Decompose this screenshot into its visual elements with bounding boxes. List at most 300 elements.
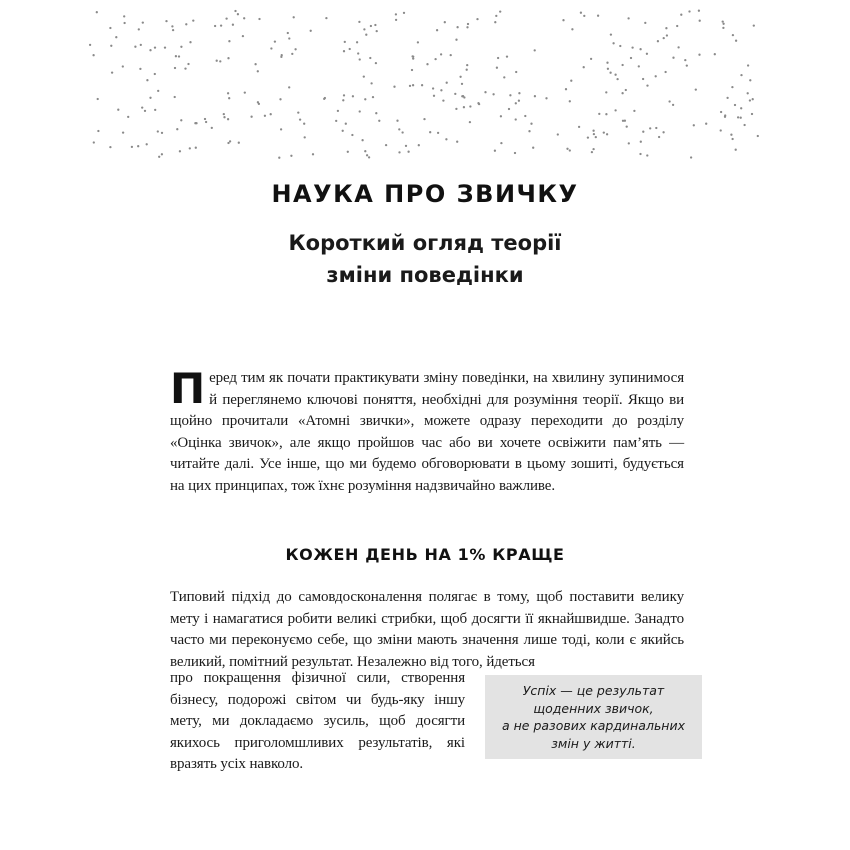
decorative-dot [134, 46, 136, 48]
decorative-dot [171, 25, 173, 27]
decorative-dot [189, 41, 191, 43]
decorative-dot [264, 115, 266, 117]
decorative-dot [89, 44, 91, 46]
decorative-dot [93, 141, 95, 143]
decorative-dot [515, 118, 517, 120]
decorative-dot [349, 48, 351, 50]
decorative-dot [405, 145, 407, 147]
section-heading: КОЖЕН ДЕНЬ НА 1% КРАЩЕ [285, 545, 565, 564]
decorative-dot [287, 32, 289, 34]
decorative-dot [365, 34, 367, 36]
decorative-dot [508, 108, 510, 110]
decorative-dot [278, 157, 280, 159]
decorative-dot [141, 106, 143, 108]
decorative-dot [735, 149, 737, 151]
decorative-dot [279, 98, 281, 100]
decorative-dot [590, 58, 592, 60]
decorative-dot [740, 74, 742, 76]
decorative-dot [223, 113, 225, 115]
decorative-dot [592, 130, 594, 132]
decorative-dot [456, 26, 458, 28]
decorative-dot [351, 134, 353, 136]
decorative-dot [280, 128, 282, 130]
decorative-dot [294, 48, 296, 50]
decorative-dot [655, 127, 657, 129]
decorative-dot [714, 53, 716, 55]
decorative-dot [157, 90, 159, 92]
decorative-dot [446, 82, 448, 84]
decorative-dot [363, 75, 365, 77]
decorative-dot [749, 79, 751, 81]
decorative-dot [658, 136, 660, 138]
decorative-dot [164, 46, 166, 48]
decorative-dot [466, 69, 468, 71]
decorative-dot [429, 131, 431, 133]
decorative-dot [434, 58, 436, 60]
decorative-dot [595, 136, 597, 138]
decorative-dot [698, 54, 700, 56]
decorative-dot [344, 41, 346, 43]
decorative-dot [189, 147, 191, 149]
decorative-dot [180, 119, 182, 121]
decorative-dot [726, 97, 728, 99]
decorative-dot [303, 123, 305, 125]
decorative-dot [532, 147, 534, 149]
decorative-dot [484, 91, 486, 93]
decorative-dot [500, 142, 502, 144]
decorative-dot [454, 93, 456, 95]
decorative-dot [127, 116, 129, 118]
decorative-dot [258, 18, 260, 20]
decorative-dot [403, 12, 405, 14]
decorative-dot [161, 132, 163, 134]
decorative-dot [214, 25, 216, 27]
decorative-dot [731, 86, 733, 88]
decorative-dot [364, 150, 366, 152]
decorative-dot [242, 35, 244, 37]
decorative-dot [227, 92, 229, 94]
decorative-dot [421, 84, 423, 86]
decorative-dot [494, 150, 496, 152]
decorative-dot [720, 129, 722, 131]
decorative-dot [747, 64, 749, 66]
decorative-dot [509, 94, 511, 96]
decorative-dot [534, 49, 536, 51]
decorative-dot [412, 55, 414, 57]
decorative-dot [627, 17, 629, 19]
decorative-dot [304, 136, 306, 138]
decorative-dot [603, 131, 605, 133]
decorative-dot [565, 88, 567, 90]
decorative-dot [442, 99, 444, 101]
decorative-dot [571, 28, 573, 30]
decorative-dot [175, 55, 177, 57]
decorative-dot [752, 98, 754, 100]
decorative-dot [614, 74, 616, 76]
pull-quote-box [485, 675, 702, 759]
decorative-dot [343, 50, 345, 52]
decorative-dot [356, 41, 358, 43]
decorative-dot [619, 45, 621, 47]
decorative-dot [514, 152, 516, 154]
decorative-dot [469, 105, 471, 107]
decorative-dot [433, 95, 435, 97]
decorative-dot [92, 54, 94, 56]
decorative-dot [496, 67, 498, 69]
decorative-dot [187, 63, 189, 65]
decorative-dot [610, 33, 612, 35]
decorative-dot [244, 91, 246, 93]
decorative-dot [686, 64, 688, 66]
decorative-dot [503, 76, 505, 78]
decorative-dot [466, 26, 468, 28]
decorative-dot [409, 85, 411, 87]
decorative-dot [722, 23, 724, 25]
decorative-dot [139, 68, 141, 70]
decorative-dot [359, 58, 361, 60]
decorative-dot [195, 147, 197, 149]
decorative-dot [646, 53, 648, 55]
decorative-dot [492, 93, 494, 95]
decorative-dot [140, 44, 142, 46]
decorative-dot [154, 73, 156, 75]
decorative-dot [649, 127, 651, 129]
decorative-dot [109, 27, 111, 29]
decorative-dot [622, 120, 624, 122]
decorative-dot [342, 130, 344, 132]
decorative-dot [462, 95, 464, 97]
decorative-dot [270, 113, 272, 115]
decorative-dot [440, 53, 442, 55]
decorative-dot [412, 84, 414, 86]
decorative-dot [176, 128, 178, 130]
decorative-dot [663, 37, 665, 39]
decorative-dot [110, 45, 112, 47]
pull-quote-line-2: щоденних звичок, [533, 700, 654, 716]
decorative-dot [97, 130, 99, 132]
decorative-dot [605, 113, 607, 115]
decorative-dot [466, 64, 468, 66]
decorative-dot [757, 135, 759, 137]
decorative-dot [730, 134, 732, 136]
decorative-dot [220, 24, 222, 26]
decorative-dot [583, 66, 585, 68]
decorative-dot [374, 24, 376, 26]
decorative-dot [518, 92, 520, 94]
decorative-dot [461, 83, 463, 85]
decorative-dot [161, 153, 163, 155]
decorative-dot [149, 97, 151, 99]
decorative-dot [426, 63, 428, 65]
decorative-dot [343, 94, 345, 96]
decorative-dot [323, 98, 325, 100]
decorative-dot [630, 57, 632, 59]
decorative-dot [597, 15, 599, 17]
decorative-dot [335, 120, 337, 122]
decorative-dot [115, 36, 117, 38]
decorative-dot [722, 27, 724, 29]
decorative-dot [290, 155, 292, 157]
decorative-dot [412, 57, 414, 59]
section-paragraph-1: Типовий підхід до самовдосконалення полягає в тому, щоб поставити велику мету і намагатися робити великі стрибки, щоб досягти її якнайшвидше. Занадто часто ми переконуємо себе, що зміни мають значення лише тоді, коли є якийсь великий, помітний результат. Незалежно від того, йдеться [170, 589, 684, 670]
decorative-dot [749, 99, 751, 101]
decorative-dot [237, 13, 239, 15]
decorative-dot [144, 110, 146, 112]
decorative-dot [257, 101, 259, 103]
decorative-dot [698, 10, 700, 12]
decorative-dot [257, 70, 259, 72]
decorative-dot [518, 100, 520, 102]
decorative-dot [690, 156, 692, 158]
decorative-dot [591, 151, 593, 153]
decorative-dot [557, 133, 559, 135]
decorative-dot [657, 40, 659, 42]
decorative-dot [444, 21, 446, 23]
decorative-dot [593, 133, 595, 135]
decorative-dot [737, 116, 739, 118]
decorative-dot [396, 120, 398, 122]
decorative-dot [655, 75, 657, 77]
decorative-dot [616, 78, 618, 80]
decorative-dot [459, 76, 461, 78]
decorative-dot [734, 104, 736, 106]
decorative-dot [243, 17, 245, 19]
decorative-dot [639, 48, 641, 50]
decorative-dot [731, 138, 733, 140]
decorative-dot [625, 89, 627, 91]
decorative-dot [423, 118, 425, 120]
decorative-dot [158, 156, 160, 158]
decorative-dot [364, 98, 366, 100]
decorative-dot [751, 113, 753, 115]
decorative-dot [401, 131, 403, 133]
decorative-dot [432, 87, 434, 89]
decorative-dot [735, 40, 737, 42]
decorative-dot [204, 118, 206, 120]
decorative-dot [437, 132, 439, 134]
decorative-dot-pattern [0, 0, 850, 170]
decorative-dot [357, 52, 359, 54]
decorative-dot [463, 106, 465, 108]
decorative-dot [154, 46, 156, 48]
decorative-dot [337, 110, 339, 112]
decorative-dot [154, 109, 156, 111]
decorative-dot [672, 104, 674, 106]
decorative-dot [646, 154, 648, 156]
decorative-dot [621, 64, 623, 66]
decorative-dot [494, 21, 496, 23]
decorative-dot [695, 88, 697, 90]
decorative-dot [149, 49, 151, 51]
decorative-dot [418, 144, 420, 146]
decorative-dot [184, 67, 186, 69]
decorative-dot [732, 34, 734, 36]
decorative-dot [180, 46, 182, 48]
decorative-dot [250, 116, 252, 118]
decorative-dot [232, 24, 234, 26]
decorative-dot [562, 19, 564, 21]
decorative-dot [455, 39, 457, 41]
decorative-dot [440, 89, 442, 91]
decorative-dot [123, 15, 125, 17]
decorative-dot [376, 30, 378, 32]
decorative-dot [111, 71, 113, 73]
decorative-dot [122, 131, 124, 133]
decorative-dot [325, 17, 327, 19]
decorative-dot [274, 40, 276, 42]
decorative-dot [310, 30, 312, 32]
decorative-dot [229, 140, 231, 142]
decorative-dot [570, 80, 572, 82]
decorative-dot [293, 16, 295, 18]
decorative-dot [228, 40, 230, 42]
decorative-dot [211, 127, 213, 129]
decorative-dot [205, 121, 207, 123]
decorative-dot [705, 123, 707, 125]
decorative-dot [96, 11, 98, 13]
decorative-dot [172, 29, 174, 31]
decorative-dot [534, 95, 536, 97]
decorative-dot [146, 79, 148, 81]
decorative-dot [606, 133, 608, 135]
intro-paragraph [170, 364, 684, 497]
decorative-dot [378, 120, 380, 122]
decorative-dot [680, 14, 682, 16]
decorative-dot [131, 146, 133, 148]
decorative-dot [668, 100, 670, 102]
decorative-dot [662, 131, 664, 133]
decorative-dot [684, 59, 686, 61]
intro-text: еред тим як почати практикувати зміну поведінки, на хвилину зупинимося й переглянемо ключові поняття, необхідні для розуміння теорії. Якщо ви щойно прочитали «Атомні звички», можете одразу переходити до розділу «Оцінка звичок», але якщо пройшов час або ви хочете освіжити пам’ять — читайте далі. Усе інше, що ми будемо обговорювати в цьому зошиті, будується на цих принципах, тож їхнє розуміння надзвичайно важливе. [170, 370, 684, 494]
decorative-dot [506, 55, 508, 57]
decorative-dot [137, 145, 139, 147]
decorative-dot [609, 72, 611, 74]
decorative-dot [179, 150, 181, 152]
decorative-dot [607, 68, 609, 70]
decorative-dot [216, 60, 218, 62]
decorative-dot [530, 123, 532, 125]
decorative-dot [724, 116, 726, 118]
section-paragraph-2: про покращення фізичної сили, створення бізнесу, подорожі світом чи будь-яку іншу мету, ми докладаємо зусиль, щоб досягти якихось приголомшливих результатів, які вразять усіх навколо. [170, 670, 465, 772]
decorative-dot [369, 57, 371, 59]
decorative-dot [469, 121, 471, 123]
decorative-dot [165, 20, 167, 22]
decorative-dot [646, 84, 648, 86]
decorative-dot [352, 95, 354, 97]
decorative-dot [515, 102, 517, 104]
decorative-dot [450, 54, 452, 56]
decorative-dot [225, 17, 227, 19]
decorative-dot [219, 60, 221, 62]
chapter-subtitle [0, 227, 850, 291]
decorative-dot [500, 115, 502, 117]
decorative-dot [297, 111, 299, 113]
decorative-dot [456, 141, 458, 143]
decorative-dot [299, 118, 301, 120]
decorative-dot [583, 15, 585, 17]
decorative-dot [227, 118, 229, 120]
decorative-dot [185, 23, 187, 25]
decorative-dot [359, 110, 361, 112]
decorative-dot [375, 112, 377, 114]
pull-quote-line-1: Успіх — це результат [522, 683, 665, 698]
decorative-dot [665, 27, 667, 29]
decorative-dot [195, 122, 197, 124]
decorative-dot [417, 41, 419, 43]
decorative-dot [545, 97, 547, 99]
decorative-dot [633, 110, 635, 112]
decorative-dot [666, 34, 668, 36]
decorative-dot [639, 153, 641, 155]
decorative-dot [612, 42, 614, 44]
decorative-dot [312, 153, 314, 155]
decorative-dot [478, 103, 480, 105]
decorative-dot [631, 46, 633, 48]
chapter-title: НАУКА ПРО ЗВИЧКУ [271, 180, 579, 208]
decorative-dot [122, 65, 124, 67]
decorative-dot [688, 10, 690, 12]
decorative-dot [445, 138, 447, 140]
decorative-dot [398, 151, 400, 153]
decorative-dot [123, 22, 125, 24]
decorative-dot [234, 10, 236, 12]
decorative-dot [476, 18, 478, 20]
subtitle-line-2: зміни поведінки [326, 263, 524, 287]
decorative-dot [677, 46, 679, 48]
decorative-dot [598, 113, 600, 115]
decorative-dot [395, 13, 397, 15]
decorative-dot [722, 20, 724, 22]
decorative-dot [569, 100, 571, 102]
decorative-dot [528, 130, 530, 132]
decorative-dot [606, 62, 608, 64]
decorative-dot [499, 10, 501, 12]
decorative-dot [288, 86, 290, 88]
decorative-dot [372, 96, 374, 98]
decorative-dot [621, 92, 623, 94]
decorative-dot [407, 151, 409, 153]
decorative-dot [605, 91, 607, 93]
decorative-dot [192, 19, 194, 21]
decorative-dot [342, 99, 344, 101]
decorative-dot [740, 107, 742, 109]
decorative-dot [138, 28, 140, 30]
decorative-dot [238, 142, 240, 144]
decorative-dot [291, 53, 293, 55]
decorative-dot [467, 23, 469, 25]
decorative-dot [626, 125, 628, 127]
decorative-dot [97, 98, 99, 100]
subtitle-line-1: Короткий огляд теорії [288, 231, 562, 255]
decorative-dot [117, 109, 119, 111]
decorative-dot [370, 25, 372, 27]
pull-quote-line-3: а не разових кардинальних [501, 718, 685, 733]
decorative-dot [569, 149, 571, 151]
decorative-dot [375, 62, 377, 64]
decorative-dot [361, 139, 363, 141]
decorative-dot [142, 21, 144, 23]
decorative-dot [366, 154, 368, 156]
decorative-dot [699, 20, 701, 22]
decorative-dot [642, 131, 644, 133]
decorative-dot [347, 151, 349, 153]
decorative-dot [368, 156, 370, 158]
decorative-dot [455, 108, 457, 110]
decorative-dot [720, 111, 722, 113]
decorative-dot [270, 47, 272, 49]
decorative-dot [587, 136, 589, 138]
decorative-dot [174, 67, 176, 69]
